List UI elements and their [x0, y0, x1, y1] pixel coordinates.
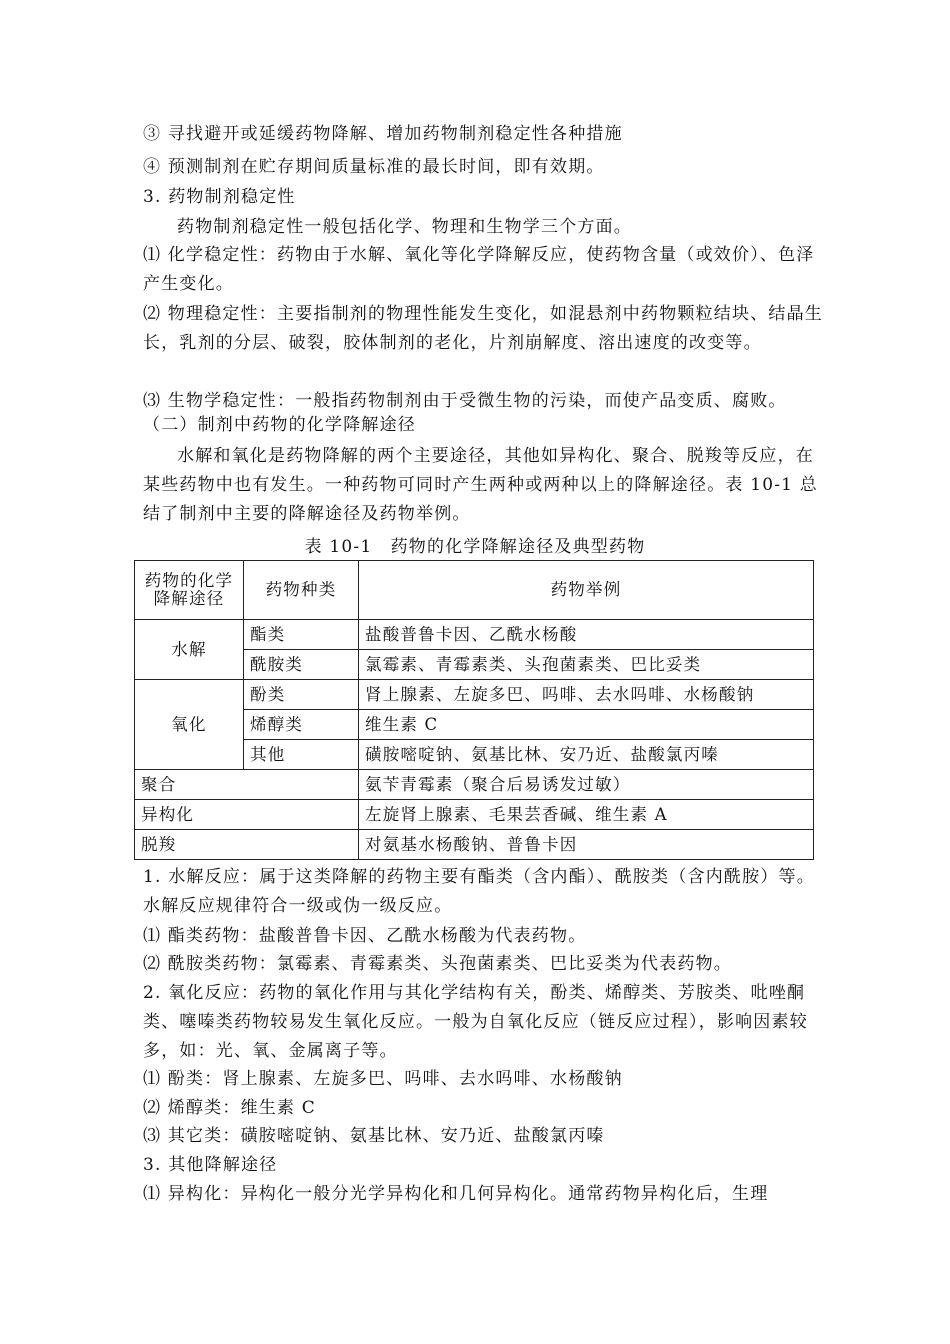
paragraph-oxidation: 2. 氧化反应：药物的氧化作用与其化学结构有关，酚类、烯醇类、芳胺类、吡唑酮类、噻嗪类药物较易发生氧化反应。一般为自氧化反应（链反应过程），影响因素较多，如：光、氧、金属离子等。 [143, 983, 808, 1061]
examples-cell: 维生素 C [359, 710, 814, 740]
paragraph-physical-stability: ⑵ 物理稳定性：主要指制剂的物理性能发生变化，如混悬剂中药物颗粒结块、结晶生长，乳剂的分层、破裂，胶体制剂的老化，片剂崩解度、溶出速度的改变等。 [143, 304, 824, 353]
examples-cell: 左旋肾上腺素、毛果芸香碱、维生素 A [359, 800, 814, 830]
examples-cell: 氯霉素、青霉素类、头孢菌素类、巴比妥类 [359, 650, 814, 680]
table-row [135, 620, 814, 650]
paragraph-isomerization: ⑴ 异构化：异构化一般分光学异构化和几何异构化。通常药物异构化后，生理 [143, 1184, 769, 1204]
drug-type-cell: 其他 [244, 740, 359, 770]
header-route: 药物的化学降解途径 [135, 561, 244, 620]
table-row [135, 800, 814, 830]
examples-cell: 磺胺嘧啶钠、氨基比林、安乃近、盐酸氯丙嗪 [359, 740, 814, 770]
route-hydrolysis: 水解 [135, 620, 244, 680]
table-row [135, 680, 814, 710]
paragraph-phenols: ⑴ 酚类：肾上腺素、左旋多巴、吗啡、去水吗啡、水杨酸钠 [143, 1069, 623, 1089]
paragraph-enols: ⑵ 烯醇类：维生素 C [143, 1098, 317, 1118]
section-heading-other-routes: 3. 其他降解途径 [143, 1155, 278, 1175]
header-examples: 药物举例 [359, 561, 814, 620]
route-oxidation: 氧化 [135, 680, 244, 770]
paragraph-amide-drugs: ⑵ 酰胺类药物：氯霉素、青霉素类、头孢菌素类、巴比妥类为代表药物。 [143, 954, 733, 974]
paragraph-chemical-stability: ⑴ 化学稳定性：药物由于水解、氧化等化学降解反应，使药物含量（或效价）、色泽产生变化。 [143, 245, 815, 294]
paragraph-ester-drugs: ⑴ 酯类药物：盐酸普鲁卡因、乙酰水杨酸为代表药物。 [143, 926, 587, 946]
drug-type-cell: 酰胺类 [244, 650, 359, 680]
paragraph-degradation-intro: 水解和氧化是药物降解的两个主要途径，其他如异构化、聚合、脱羧等反应，在某些药物中也有发生。一种药物可同时产生两种或两种以上的降解途径。表 10-1 总结了制剂中主要的降解途径及药物举例。 [143, 446, 818, 524]
examples-cell: 氨苄青霉素（聚合后易诱发过敏） [359, 770, 814, 800]
section-heading-degradation: （二）制剂中药物的化学降解途径 [143, 415, 416, 435]
paragraph-measure-4: ④ 预测制剂在贮存期间质量标准的最长时间，即有效期。 [143, 157, 605, 177]
route-cell: 脱羧 [135, 830, 359, 860]
table-caption: 表 10-1 药物的化学降解途径及典型药物 [304, 537, 646, 557]
examples-cell: 盐酸普鲁卡因、乙酰水杨酸 [359, 620, 814, 650]
drug-type-cell: 酚类 [244, 680, 359, 710]
paragraph-others: ⑶ 其它类：磺胺嘧啶钠、氨基比林、安乃近、盐酸氯丙嗪 [143, 1126, 605, 1146]
table-header-row [135, 561, 814, 620]
section-heading-stability: 3. 药物制剂稳定性 [143, 187, 296, 207]
paragraph-biological-stability: ⑶ 生物学稳定性：一般指药物制剂由于受微生物的污染，而使产品变质、腐败。 [143, 391, 787, 411]
examples-cell: 肾上腺素、左旋多巴、吗啡、去水吗啡、水杨酸钠 [359, 680, 814, 710]
paragraph-stability-intro: 药物制剂稳定性一般包括化学、物理和生物学三个方面。 [177, 217, 632, 237]
drug-type-cell: 烯醇类 [244, 710, 359, 740]
table-row [135, 770, 814, 800]
table-row [135, 830, 814, 860]
header-drug-type: 药物种类 [244, 561, 359, 620]
route-cell: 异构化 [135, 800, 359, 830]
degradation-table [134, 560, 814, 860]
paragraph-measure-3: ③ 寻找避开或延缓药物降解、增加药物制剂稳定性各种措施 [143, 124, 623, 144]
drug-type-cell: 酯类 [244, 620, 359, 650]
examples-cell: 对氨基水杨酸钠、普鲁卡因 [359, 830, 814, 860]
paragraph-hydrolysis: 1. 水解反应：属于这类降解的药物主要有酯类（含内酯）、酰胺类（含内酰胺）等。水解反应规律符合一级或伪一级反应。 [143, 867, 815, 916]
route-cell: 聚合 [135, 770, 359, 800]
